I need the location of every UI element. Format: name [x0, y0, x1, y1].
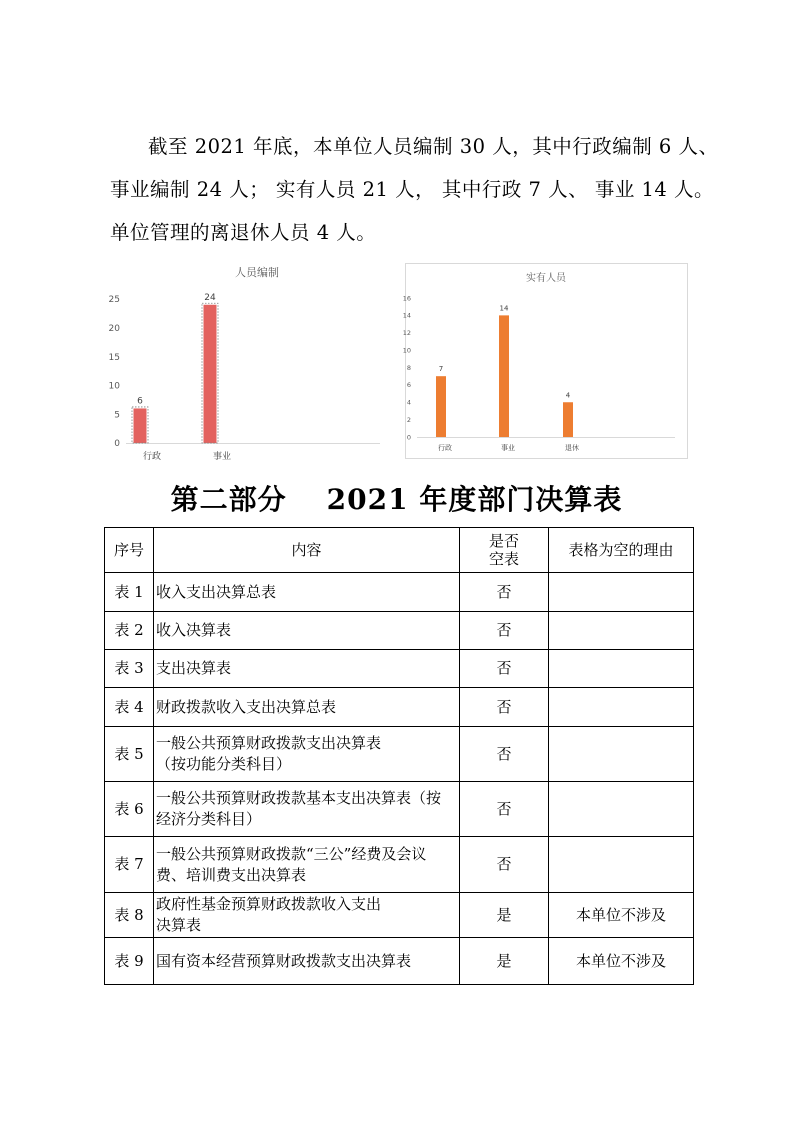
row-content-line: 费、培训费支出决算表	[156, 865, 307, 884]
row-content-line: 经济分类科目）	[156, 810, 262, 828]
actual-staff-chart-svg	[402, 263, 688, 459]
data-label: 14	[499, 304, 509, 313]
row-empty: 否	[460, 688, 549, 727]
row-content	[154, 893, 460, 938]
row-empty: 否	[460, 782, 549, 837]
header-empty	[460, 528, 549, 573]
row-empty: 是	[460, 893, 549, 938]
header-no: 序号	[105, 528, 154, 573]
row-no: 表 8	[105, 893, 154, 938]
row-no: 表 3	[105, 650, 154, 688]
table-header-row	[105, 528, 694, 573]
section-part: 第二部分	[170, 483, 287, 516]
row-content-line: 决算表	[156, 916, 202, 934]
row-content-line: 政府性基金预算财政拨款收入支出	[156, 895, 382, 913]
row-no: 表 7	[105, 837, 154, 893]
row-content-line: 一般公共预算财政拨款“三公”经费及会议	[156, 844, 427, 863]
staff-quota-chart	[100, 262, 390, 462]
y-tick-label: 20	[108, 323, 120, 334]
row-reason	[549, 727, 694, 782]
y-tick-label: 4	[406, 398, 411, 407]
intro-line-1: 截至 2021 年底，本单位人员编制 30 人，其中行政编制 6 人、	[148, 135, 719, 158]
data-label: 4	[565, 391, 571, 400]
y-tick-label: 6	[406, 381, 411, 390]
row-empty: 否	[460, 650, 549, 688]
y-tick-label: 2	[406, 415, 411, 424]
row-content	[154, 938, 460, 985]
bar	[134, 408, 147, 443]
row-content	[154, 688, 460, 727]
row-reason: 本单位不涉及	[549, 938, 694, 985]
table-row	[105, 782, 694, 837]
y-tick-label: 12	[402, 329, 411, 338]
row-reason	[549, 688, 694, 727]
table-row	[105, 938, 694, 985]
row-empty: 否	[460, 612, 549, 650]
row-empty: 否	[460, 727, 549, 782]
y-tick-label: 25	[108, 295, 120, 306]
y-tick-label: 16	[402, 294, 411, 303]
row-reason: 本单位不涉及	[549, 893, 694, 938]
y-tick-label: 14	[402, 311, 411, 320]
header-empty-line1: 是否	[488, 532, 519, 550]
y-tick-label: 10	[402, 346, 411, 355]
table-row	[105, 573, 694, 612]
category-label: 行政	[142, 452, 162, 462]
intro-line-3: 单位管理的离退休人员 4 人。	[110, 221, 377, 244]
category-label: 事业	[212, 452, 232, 462]
table-row	[105, 612, 694, 650]
row-no: 表 9	[105, 938, 154, 985]
data-label: 24	[204, 292, 216, 303]
row-content-line: 一般公共预算财政拨款基本支出决算表（按	[156, 789, 442, 807]
chart-frame	[406, 264, 688, 459]
intro-paragraph	[110, 125, 719, 254]
row-content-line: 国有资本经营预算财政拨款支出决算表	[156, 951, 412, 970]
y-tick-label: 5	[114, 410, 120, 421]
row-no: 表 5	[105, 727, 154, 782]
section-title	[0, 478, 793, 518]
chart-title: 实有人员	[526, 273, 566, 284]
row-reason	[549, 650, 694, 688]
table-row	[105, 650, 694, 688]
y-tick-label: 10	[108, 381, 120, 392]
y-tick-label: 8	[406, 363, 411, 372]
table-row	[105, 893, 694, 938]
row-content	[154, 612, 460, 650]
chart-title: 人员编制	[235, 266, 279, 279]
row-content-line: （按功能分类科目）	[156, 755, 292, 773]
row-reason	[549, 782, 694, 837]
row-no: 表 1	[105, 573, 154, 612]
table-row	[105, 837, 694, 893]
row-content-line: 一般公共预算财政拨款支出决算表	[156, 734, 382, 752]
report-directory-table	[104, 527, 694, 985]
table-row	[105, 727, 694, 782]
row-reason	[549, 837, 694, 893]
row-content	[154, 573, 460, 612]
y-tick-label: 15	[108, 352, 120, 363]
staff-quota-chart-svg	[100, 262, 390, 462]
row-content	[154, 650, 460, 688]
bar	[204, 305, 217, 443]
row-content-line: 收入决算表	[156, 621, 232, 639]
row-reason	[549, 612, 694, 650]
header-empty-line2: 空表	[488, 550, 519, 568]
y-tick-label: 0	[406, 433, 411, 442]
row-empty: 否	[460, 573, 549, 612]
row-no: 表 4	[105, 688, 154, 727]
section-heading: 2021 年度部门决算表	[326, 483, 623, 516]
row-reason	[549, 573, 694, 612]
category-label: 事业	[501, 444, 515, 452]
bar	[436, 376, 446, 437]
intro-line-2: 事业编制 24 人； 实有人员 21 人， 其中行政 7 人、 事业 14 人。	[110, 178, 715, 201]
row-content-line: 收入支出决算总表	[156, 582, 277, 601]
row-content-line: 支出决算表	[156, 659, 232, 677]
category-label: 行政	[438, 444, 452, 452]
row-content-line: 财政拨款收入支出决算总表	[156, 697, 337, 716]
row-empty: 是	[460, 938, 549, 985]
header-content: 内容	[154, 528, 460, 573]
bar	[499, 315, 509, 437]
row-no: 表 2	[105, 612, 154, 650]
row-content	[154, 782, 460, 837]
header-reason: 表格为空的理由	[549, 528, 694, 573]
actual-staff-chart	[402, 263, 688, 459]
y-tick-label: 0	[114, 439, 120, 450]
bar	[563, 402, 573, 437]
row-content	[154, 727, 460, 782]
row-no: 表 6	[105, 782, 154, 837]
table-row	[105, 688, 694, 727]
row-empty: 否	[460, 837, 549, 893]
row-content	[154, 837, 460, 893]
category-label: 退休	[565, 444, 579, 452]
data-label: 6	[137, 396, 143, 407]
data-label: 7	[438, 365, 444, 374]
table-body	[105, 573, 694, 985]
